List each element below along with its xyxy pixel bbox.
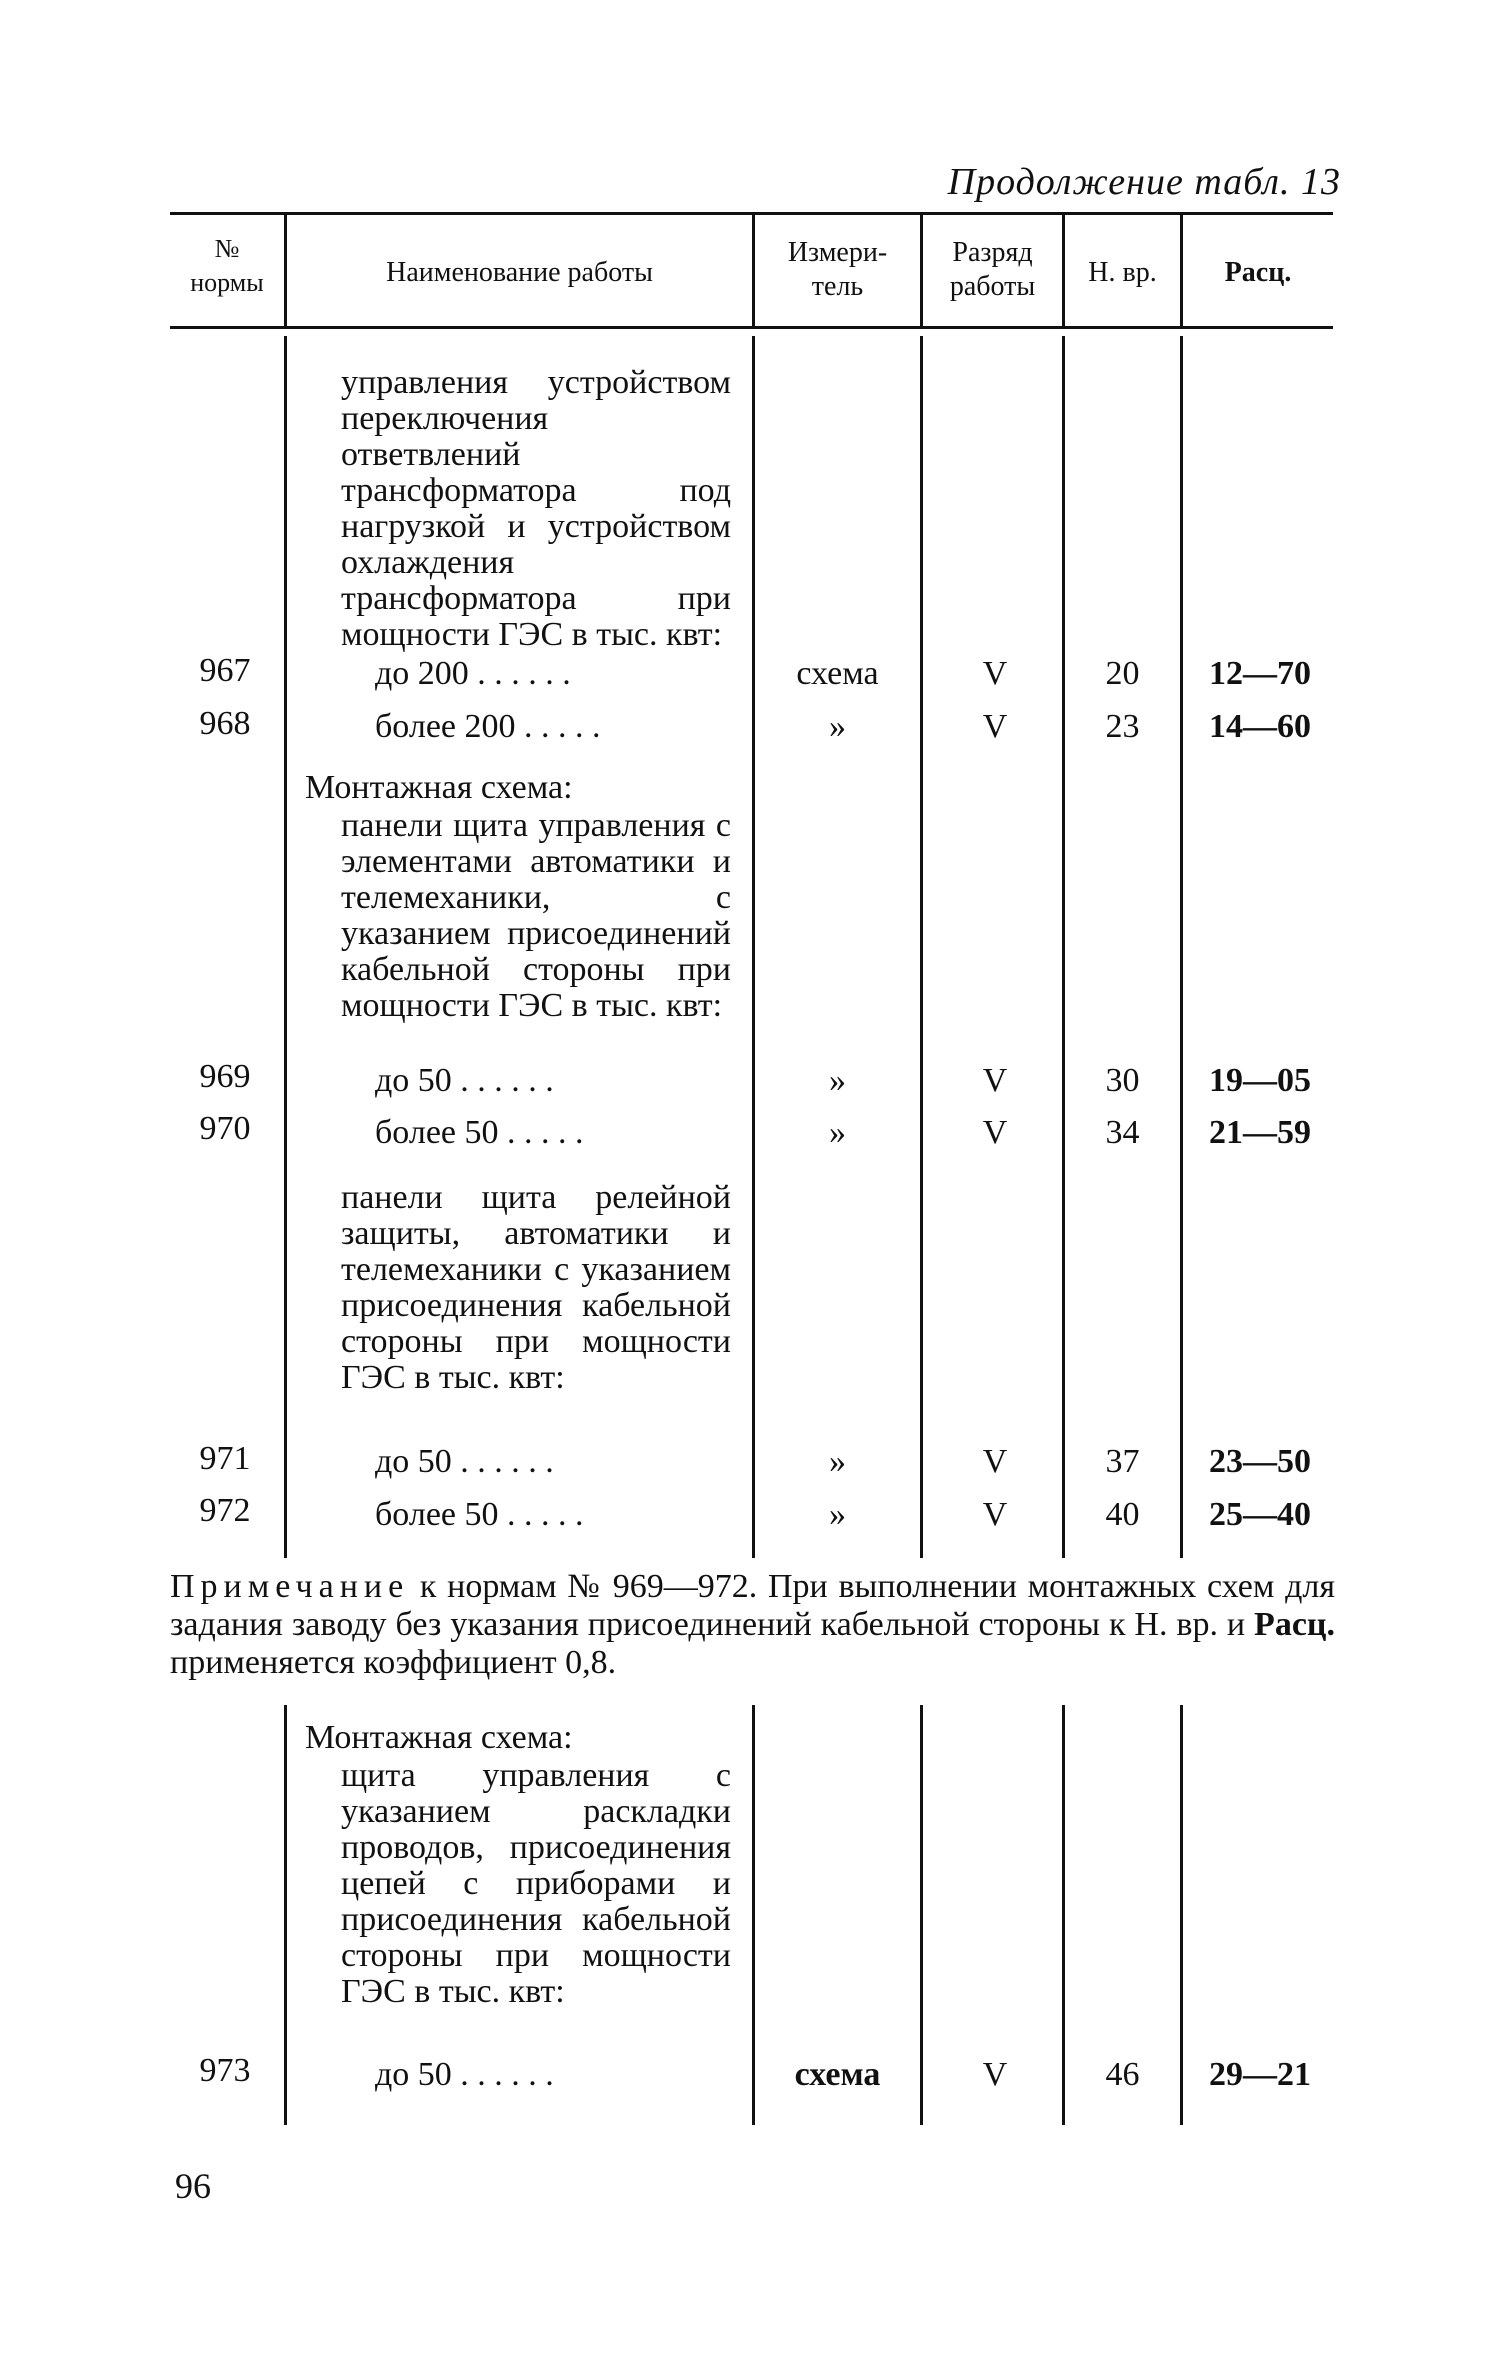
time-norm: 40 [1105, 1496, 1140, 1533]
rate-value: 29—21 [1209, 2056, 1311, 2093]
header-rank: Разряд работы [949, 237, 1036, 302]
time-norm: 37 [1105, 1443, 1140, 1480]
work-item: более 200 . . . . . [375, 708, 601, 745]
note-label: Примечание [170, 1568, 410, 1605]
note-tail: применяется коэффициент 0,8. [170, 1644, 617, 1681]
column-divider [1180, 336, 1183, 1558]
norm-number: 970 [199, 1110, 251, 1147]
work-rank: V [982, 1114, 1008, 1151]
measure-unit: » [829, 1062, 846, 1099]
rate-value: 23—50 [1209, 1443, 1311, 1480]
time-norm: 20 [1105, 655, 1140, 692]
norm-number: 972 [199, 1492, 251, 1529]
norm-number: 967 [199, 652, 251, 689]
column-divider [284, 1705, 287, 2125]
norm-number: 968 [199, 705, 251, 742]
time-norm: 34 [1105, 1114, 1140, 1151]
time-norm: 46 [1105, 2056, 1140, 2093]
measure-unit: схема [794, 2056, 881, 2093]
column-divider [920, 1705, 923, 2125]
header-rate: Расц. [1224, 257, 1292, 288]
work-item: более 50 . . . . . [375, 1114, 584, 1151]
column-divider [1062, 336, 1065, 1558]
work-item: до 50 . . . . . . [375, 1062, 554, 1099]
rate-value: 12—70 [1209, 655, 1311, 692]
work-rank: V [982, 1496, 1008, 1533]
work-description: управления устройством переключения ответвлений трансформатора под нагрузкой и устройством охлаждения трансформатора при мощности ГЭС в тыс. квт: [341, 364, 731, 653]
work-description: панели щита релейной защиты, автоматики и телемеханики с указанием присоединения кабельной стороны при мощности ГЭС в тыс. квт: [341, 1179, 731, 1396]
work-description: щита управления с указанием раскладки проводов, присоединения цепей с приборами и присоединения кабельной стороны при мощности ГЭС в тыс. квт: [341, 1757, 731, 2010]
rate-value: 19—05 [1209, 1062, 1311, 1099]
work-rank: V [982, 1443, 1008, 1480]
header-measure: Измери- тель [787, 237, 888, 302]
measure-unit: » [829, 1114, 846, 1151]
norm-number: 973 [199, 2052, 251, 2089]
work-rank: V [982, 2056, 1008, 2093]
header-norm: Н. вр. [1088, 257, 1157, 288]
work-rank: V [982, 1062, 1008, 1099]
table-continuation-caption: Продолжение табл. 13 [947, 161, 1341, 203]
work-item: до 50 . . . . . . [375, 1443, 554, 1480]
measure-unit: схема [796, 655, 879, 692]
table-note [170, 1568, 1335, 1682]
time-norm: 23 [1105, 708, 1140, 745]
work-description: панели щита управления с элементами автоматики и телемеханики, с указанием присоединений кабельной стороны при мощности ГЭС в тыс. квт: [341, 807, 731, 1024]
note-bold: Расц. [1254, 1606, 1335, 1643]
note-text: к нормам № 969—972. При выполнении монтажных схем для задания заводу без указания присоединений кабельной стороны к Н. вр. и [170, 1568, 1335, 1643]
norm-number: 971 [199, 1440, 251, 1477]
section-heading: Монтажная схема: [305, 1719, 573, 1756]
column-divider [920, 336, 923, 1558]
time-norm: 30 [1105, 1062, 1140, 1099]
measure-unit: » [829, 1443, 846, 1480]
table-header-bottom-rule [170, 326, 1333, 329]
norm-number: 969 [199, 1058, 251, 1095]
work-item: более 50 . . . . . [375, 1496, 584, 1533]
column-divider [752, 336, 755, 1558]
rate-value: 21—59 [1209, 1114, 1311, 1151]
work-rank: V [982, 655, 1008, 692]
work-item: до 200 . . . . . . [375, 655, 571, 692]
work-rank: V [982, 708, 1008, 745]
rate-value: 25—40 [1209, 1496, 1311, 1533]
measure-unit: » [829, 1496, 846, 1533]
measure-unit: » [829, 708, 846, 745]
section-heading: Монтажная схема: [305, 769, 573, 806]
column-divider [1180, 1705, 1183, 2125]
column-divider [284, 336, 287, 1558]
header-name: Наименование работы [386, 257, 653, 288]
work-item: до 50 . . . . . . [375, 2056, 554, 2093]
header-no: № нормы [190, 234, 264, 297]
page-number: 96 [175, 2166, 211, 2206]
rate-value: 14—60 [1209, 708, 1311, 745]
